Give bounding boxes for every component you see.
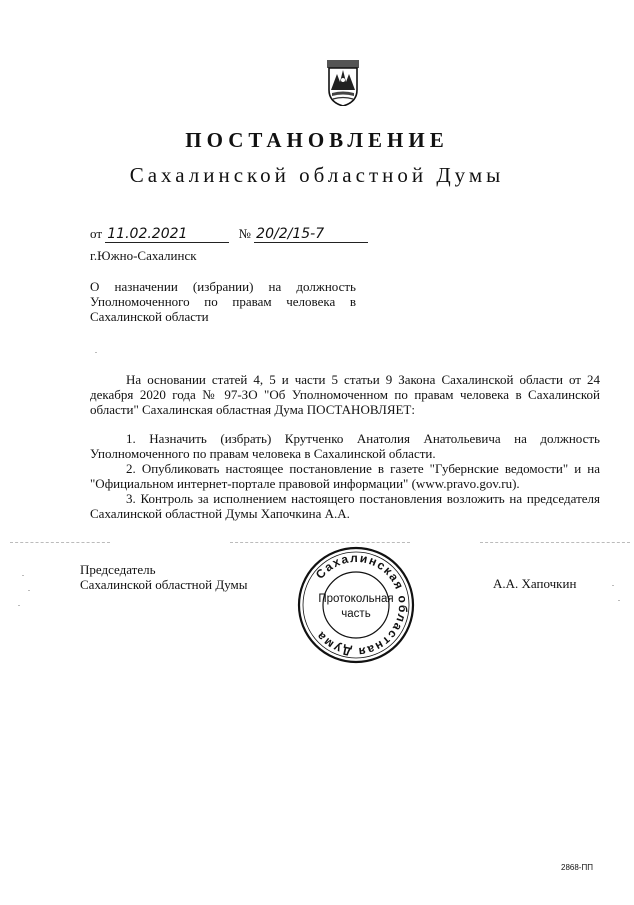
signatory-position-line: Председатель [80, 562, 156, 577]
scan-divider [10, 542, 110, 543]
signatory-position [80, 562, 248, 592]
topic-line: О назначении (избрании) на должность [90, 279, 356, 294]
document-code: 2868-ПП [561, 863, 593, 872]
scan-divider [480, 542, 630, 543]
preamble-paragraph: На основании статей 4, 5 и части 5 статьи 9 Закона Сахалинской области от 24 декабря 2020 года № 97-ЗО "Об Уполномоченном по правам человека в Сахалинской области" Сахалинская областная Дума ПОСТАНОВЛЯЕТ: [90, 372, 600, 417]
scan-speck [612, 585, 614, 586]
stamp-ring-text: Сахалинская областная Дума [312, 550, 411, 660]
signatory-position-line: Сахалинской областной Думы [80, 577, 248, 592]
topic-line: Уполномоченного по правам человека в [90, 294, 356, 309]
resolution-item: 2. Опубликовать настоящее постановление в газете "Губернские ведомости" и на "Официальном интернет-портале правовой информации" (www.pravo.gov.ru). [90, 461, 600, 491]
topic-line: Сахалинской области [90, 309, 209, 324]
resolution-body [90, 372, 600, 521]
scan-speck [18, 605, 20, 606]
document-subtitle: Сахалинской областной Думы [129, 163, 505, 187]
topic-block [90, 279, 356, 324]
document-title: ПОСТАНОВЛЕНИЕ [185, 128, 449, 152]
date-field: 11.02.2021 [105, 226, 229, 243]
scan-speck [618, 600, 620, 601]
city-line: г.Южно-Сахалинск [90, 248, 197, 263]
scan-speck [95, 352, 97, 353]
requisites-line [90, 226, 368, 243]
stamp-center-line: часть [341, 608, 371, 620]
scan-speck [28, 590, 30, 591]
stamp-center-line: Протокольная [318, 593, 394, 605]
scan-divider [230, 542, 410, 543]
date-prefix: от [90, 226, 103, 241]
scan-speck [22, 575, 24, 576]
resolution-item: 1. Назначить (избрать) Крутченко Анатолия Анатольевича на должность Уполномоченного по правам человека в Сахалинской области. [90, 431, 600, 461]
coat-of-arms-emblem [327, 60, 359, 106]
signatory-name: А.А. Хапочкин [493, 576, 577, 591]
number-prefix: № [238, 226, 251, 241]
official-stamp [296, 545, 416, 665]
number-field: 20/2/15-7 [254, 226, 368, 243]
resolution-item: 3. Контроль за исполнением настоящего постановления возложить на председателя Сахалинской областной Думы Хапочкина А.А. [90, 491, 600, 521]
